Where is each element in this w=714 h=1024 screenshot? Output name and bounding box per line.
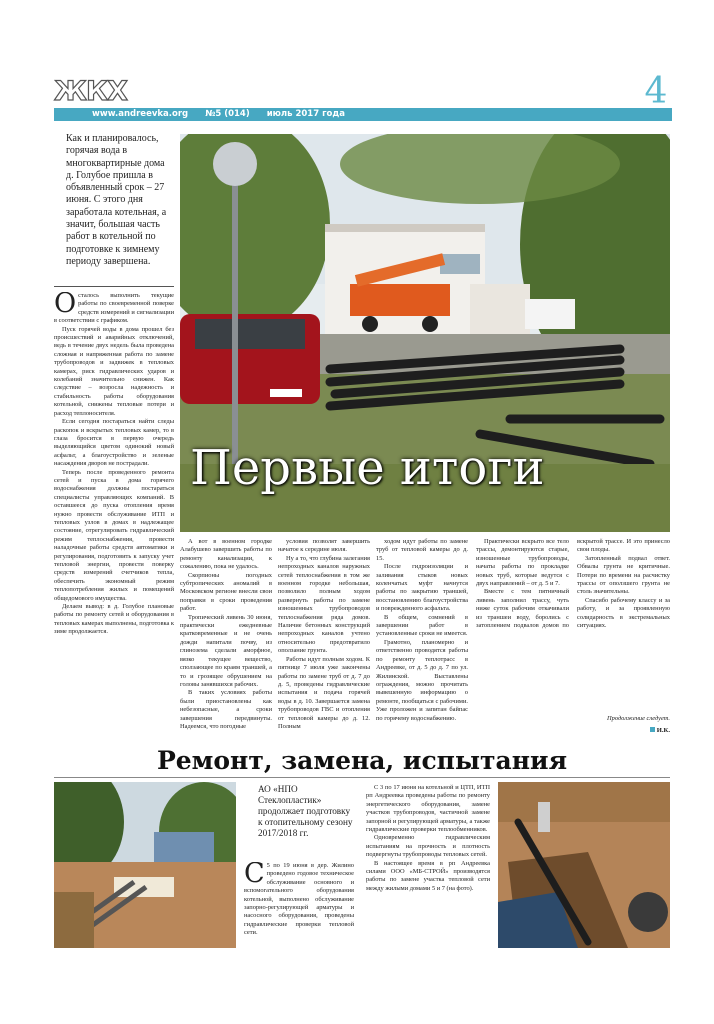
paragraph: ходом идут работы по замене труб от тепловой камеры до д. 15. (376, 538, 468, 562)
article1-column-3 (278, 538, 370, 736)
paragraph: Если сегодня постараться найти следы раскопок и вскрытых тепловых камер, то в глаза бросится в первую очередь выделяющийся цветом одинокий новый асфальт, а благоустройство и зеленые насаждения дворов не пострадали. (54, 418, 174, 468)
website-link[interactable]: www.andreevka.org (92, 109, 189, 119)
paragraph: Вместе с тем пятничный ливень заполнил трассу, чуть ниже суток рабочим откачивали из траншеи воду, боролись с затоплением подвалов домов по вскрытой трассе. И это принесло свои плоды. (476, 538, 670, 630)
paragraph: С 3 по 17 июня на котельной и ЦТП, ИТП рп Андреевка проведены работы по ремонту энергетического оборудования, замене участков трубопроводов, частичной замене запорной и регулирующей арматуры, а также гидравлические проверки теплообменников. (366, 784, 490, 834)
paragraph: После гидроизоляции и заливания стыков новых коленчатых муфт начнутся работы по закрытию траншей, восстановлению благоустройства и поврежденного асфальта. (376, 563, 468, 613)
article2-lead: АО «НПО Стеклопластик» продолжает подготовку к отопительному сезону 2017/2018 гг. (258, 784, 353, 838)
article2-column-1 (244, 862, 354, 948)
lead-divider (54, 286, 174, 287)
paragraph: сталось выполнить текущие работы по своевременной поверке средств измерений и сигнализации в соответствии с графиком. (54, 292, 174, 325)
paragraph: Тропический ливень 30 июня, практически ежедневные кратковременные и не очень дожди напитали почву, из глинозема сделали аморфное, вязко текущее вещество, сползающее по краям траншей, а то и грозящее обрушением на головы занявшихся рабочих. (180, 613, 272, 688)
article1-column-2 (180, 538, 272, 736)
author-signature (620, 727, 670, 737)
article1-column-1 (54, 292, 174, 738)
section-logo: ЖКХ (54, 76, 127, 107)
paragraph: Ну а то, что глубина залегания непроходных каналов наружных сетей теплоснабжения в том же военном городке небольшая, позволило полным ходом развернуть работы по замене изношенных трубопроводов теплоснабжения ряда домов. Наличие бетонных конструкций непроходных каналов учтено относительно предотвратило оползание грунта. (278, 554, 370, 655)
continue-note: Продолжение следует. (607, 715, 670, 722)
author-marker (650, 727, 655, 732)
article1-title: Первые итоги (190, 440, 545, 496)
paragraph: Скорпионы погодных субтропических аномалий в Московском регионе внесли свои поправки в сроки проведения работ. (180, 571, 272, 613)
header-info (92, 108, 359, 121)
dropcap: С (244, 862, 265, 889)
page-number: 4 (644, 71, 668, 112)
article2-photo-left (54, 782, 236, 948)
dropcap: О (54, 292, 77, 319)
photo-left-illustration (54, 782, 236, 948)
article1-column-5 (476, 538, 670, 714)
article2-title: Ремонт, замена, испытания (156, 746, 568, 775)
article2-divider (54, 777, 670, 778)
paragraph: Практически вскрыто все тело трассы, демонтируются старые, изношенные трубопроводы, начаты работы по прокладке новых труб, которые ведутся с двух направлений – от д. 5 и 7. (476, 538, 569, 588)
paragraph: 5 по 19 июня в дер. Жилино проведено годовое техническое обслуживание основного и вспомогательного оборудования котельной, выполнено обслуживание запорно-регулирующей арматуры и насосного оборудования, проведены гидравлические проверки тепловой сети. (244, 862, 354, 937)
article2-column-2 (366, 784, 490, 948)
paragraph: Спасибо рабочему классу и за работу, и за проявленную солидарность в экстремальных ситуациях. (577, 596, 670, 630)
paragraph: Пуск горячей воды в дома прошел без происшествий и аварийных отключений, ведь в течение двух недель была проведена сложная и напряженная работа по замене трубопроводов и задвижек в тепловых камерах, риск гидравлических ударов и колебаний значительно снижен. Как следствие – возросла надежность и стабильность работы оборудования котельной, снижены тепловые потери и расход теплоносителя. (54, 325, 174, 417)
paragraph: Теперь после проведенного ремонта сетей и пуска в дома горячего водоснабжения должны постараться специалисты управляющих компаний. В оставшееся до пуска отопления время нужно провести обслуживание ИТП и тепловых узлов в домах в надлежащее состояние, отрегулировать гидравлический режим теплоснабжения, провести наладочные работы средств автоматики и регулирования, подготовить к запуску учет тепловой энергии, провести поверку средств измерений счетчиков тепла, обеспечить экономный режим теплопотребления жилых и помещений общедомового имущества. (54, 468, 174, 602)
paragraph: Грамотно, планомерно и ответственно проводятся работы по ремонту теплотрасс в Андреевке, от д. 5 до д. 7 по ул. Жилинской. Выставлены ограждения, можно прочитать вывешенную информацию о ремонте, пообщаться с рабочими. Уже проложен и запитан байпас по горячему водоснабжению. (376, 638, 468, 722)
article2-photo-right (498, 782, 670, 948)
photo-right-illustration (498, 782, 670, 948)
issue-date: июль 2017 года (266, 109, 345, 119)
paragraph: В таких условиях работы были приостановлены как небезопасные, а сроки завершения передвинуты. Надеемся, что погодные (180, 689, 272, 730)
article1-column-4 (376, 538, 468, 736)
paragraph: А вот в военном городке Алабушево завершить работы по ремонту канализации, к сожалению, пока не удалось. (180, 538, 272, 571)
author-initials: И.К. (656, 727, 670, 734)
issue-number: №5 (014) (205, 109, 250, 119)
paragraph: условия позволят завершить начатое к середине июля. (278, 538, 370, 554)
paragraph: Затопленный подвал ответ. Обвалы грунта не критичные. Потери по времени на расчистку трассы от оползшего грунта не столь значительны. (577, 554, 670, 596)
paragraph: Работы идут полным ходом. К пятнице 7 июля уже закончены работы по замене труб от д. 7 до д. 5, проведены гидравлические испытания и подача горячей воды в д. 10. Завершается замена трубопроводов ГВС и отопления от тепловой камеры до д. 12. Полным (278, 655, 370, 730)
paragraph: Делаем вывод: в д. Голубое плановые работы по ремонту сетей и оборудования в тепловых камерах выполнены, подготовка к зиме продолжается. (54, 603, 174, 636)
paragraph: Одновременно гидравлическим испытаниям на прочность и плотность подвергнуты трубопроводы тепловых сетей. (366, 834, 490, 859)
article1-lead: Как и планировалось, горячая вода в многоквартирные дома д. Голубое пришла в объявленный срок – 27 июня. С этого дня заработала котельная, а значит, большая часть работ в котельной по подготовке к зимнему периоду завершена. (66, 133, 167, 267)
paragraph: В настоящее время в рп Андреевка силами ООО «МБ-СТРОЙ» производятся работы по замене участка тепловой сети между жилыми домами 5 и 7 (на фото). (366, 859, 490, 892)
paragraph: В общем, сомнений в завершении работ в установленные сроки не имеется. (376, 613, 468, 638)
